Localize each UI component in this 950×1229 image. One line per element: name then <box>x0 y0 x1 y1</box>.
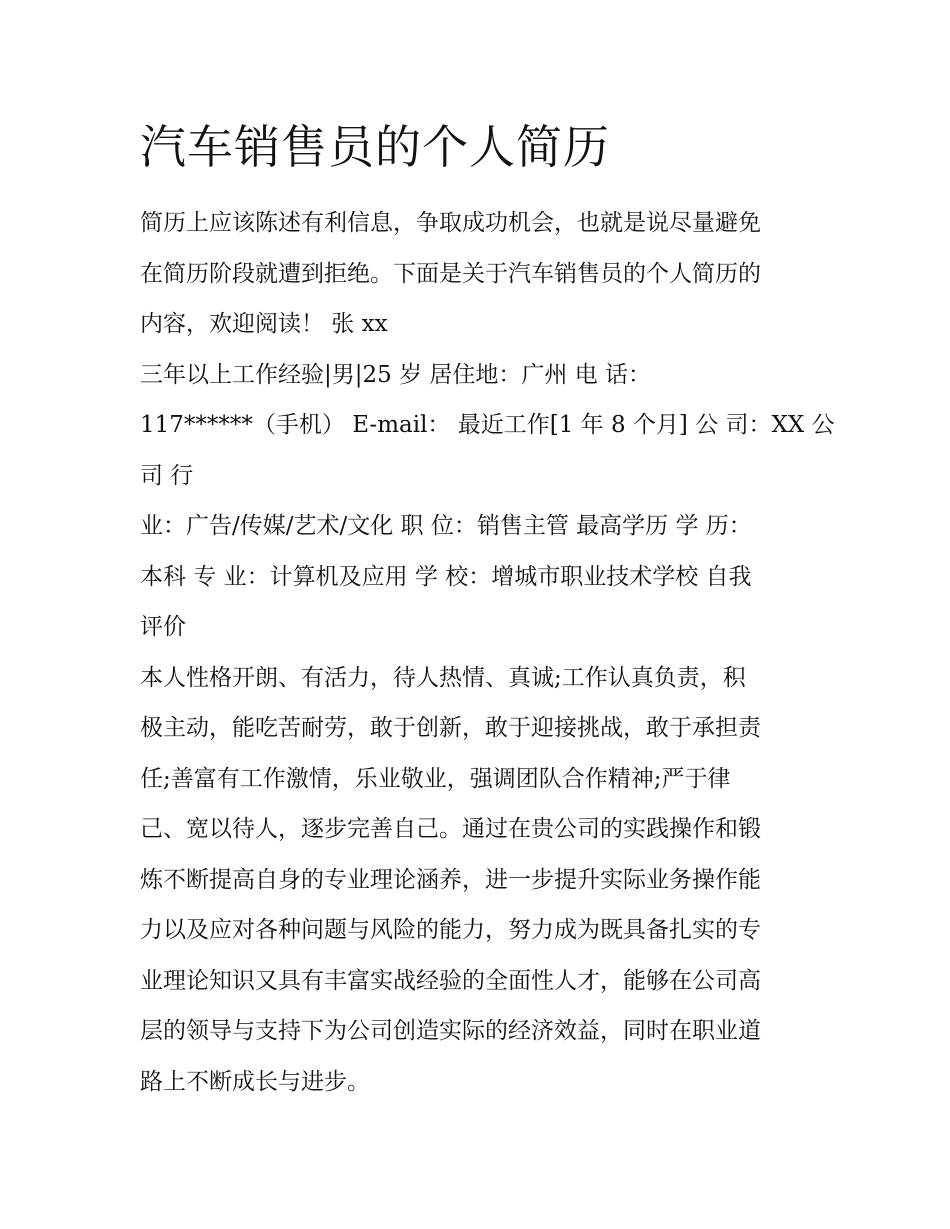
body-line: 司 行 <box>140 462 194 489</box>
body-line: 任;善富有工作激情，乐业敬业，强调团队合作精神;严于律 <box>140 765 731 792</box>
body-line: 炼不断提高自身的专业理论涵养，进一步提升实际业务操作能 <box>140 866 761 893</box>
body-line: 己、宽以待人，逐步完善自己。通过在贵公司的实践操作和锻 <box>140 816 761 842</box>
body-line: 在简历阶段就遭到拒绝。下面是关于汽车销售员的个人简历的 <box>140 260 761 287</box>
body-line: 内容，欢迎阅读！ 张 xx <box>140 311 388 337</box>
body-line: 三年以上工作经验|男|25 岁 居住地：广州 电 话： <box>140 361 652 388</box>
body-line: 路上不断成长与进步。 <box>140 1068 370 1095</box>
body-line: 力以及应对各种问题与风险的能力，努力成为既具备扎实的专 <box>140 917 761 943</box>
body-line: 本人性格开朗、有活力，待人热情、真诚;工作认真负责，积 <box>140 664 746 691</box>
body-line: 评价 <box>140 614 186 640</box>
document-body <box>140 198 835 1107</box>
body-line: 业：广告/传媒/艺术/文化 职 位：销售主管 最高学历 学 历： <box>140 513 752 539</box>
body-line: 117******（手机） E-mail： 最近工作[1 年 8 个月] 公 司：XX 公 <box>140 412 835 438</box>
body-line: 极主动，能吃苦耐劳，敢于创新，敢于迎接挑战，敢于承担责 <box>140 715 761 741</box>
document-page <box>140 112 835 1107</box>
body-line: 本科 专 业：计算机及应用 学 校：增城市职业技术学校 自我 <box>140 563 752 590</box>
document-title: 汽车销售员的个人简历 <box>140 120 610 174</box>
body-line: 简历上应该陈述有利信息，争取成功机会，也就是说尽量避免 <box>140 210 761 236</box>
body-line: 层的领导与支持下为公司创造实际的经济效益，同时在职业道 <box>140 1018 761 1044</box>
body-line: 业理论知识又具有丰富实战经验的全面性人才，能够在公司高 <box>140 967 761 994</box>
